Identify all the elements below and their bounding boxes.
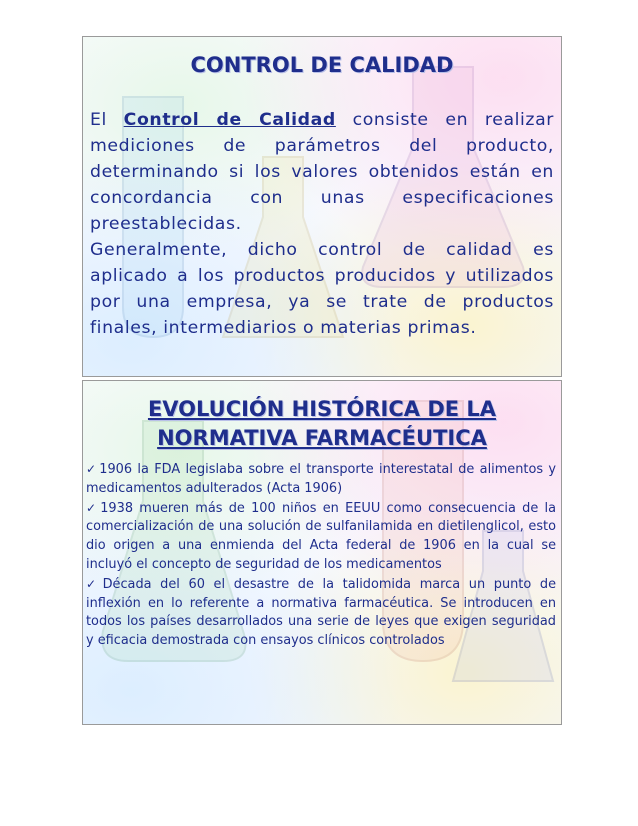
definition-paragraph (90, 107, 554, 237)
slide-evolucion-historica (82, 380, 562, 725)
application-paragraph: Generalmente, dicho control de calidad es aplicado a los productos producidos y utilizados por una empresa, ya se trate de productos finales, intermediarios o materias primas. (90, 240, 554, 338)
history-list (86, 460, 556, 651)
paragraph-text: consiste en realizar mediciones de parámetros del producto, determinando si los valores obtenidos están en concordancia con unas especificaciones preestablecidas. (90, 110, 554, 234)
emphasized-term: Control de Calidad (123, 110, 336, 130)
title-line-2: NORMATIVA FARMACÉUTICA (157, 426, 487, 450)
title-line-1: EVOLUCIÓN HISTÓRICA DE LA (147, 397, 497, 421)
paragraph-prefix: El (90, 110, 107, 130)
list-item-text: 1938 mueren más de 100 niños en EEUU como consecuencia de la comercialización de una solución de sulfanilamida en dietilenglicol, esto dio origen a una enmienda del Acta federal de 1906 en la cual se incluyó el concepto de seguridad de los medicamentos (86, 500, 556, 572)
list-item-text: Década del 60 el desastre de la talidomida marca un punto de inflexión en lo referente a normativa farmacéutica. Se introducen en todos los países desarrollados una serie de leyes que exigen seguridad y eficacia demostrada con ensayos clínicos controlados (86, 576, 556, 649)
slide-title: CONTROL DE CALIDAD (190, 53, 454, 77)
list-item (86, 460, 556, 499)
list-item-text: 1906 la FDA legislaba sobre el transporte interestatal de alimentos y medicamentos adulterados (Acta 1906) (86, 462, 556, 496)
checkmark-icon: ✓ (86, 462, 98, 476)
slide-body (90, 107, 554, 341)
list-item (86, 575, 556, 651)
slide-control-calidad (82, 36, 562, 377)
slide-title (83, 395, 561, 453)
list-item (86, 499, 556, 575)
checkmark-icon: ✓ (86, 500, 99, 515)
checkmark-icon: ✓ (86, 576, 101, 591)
